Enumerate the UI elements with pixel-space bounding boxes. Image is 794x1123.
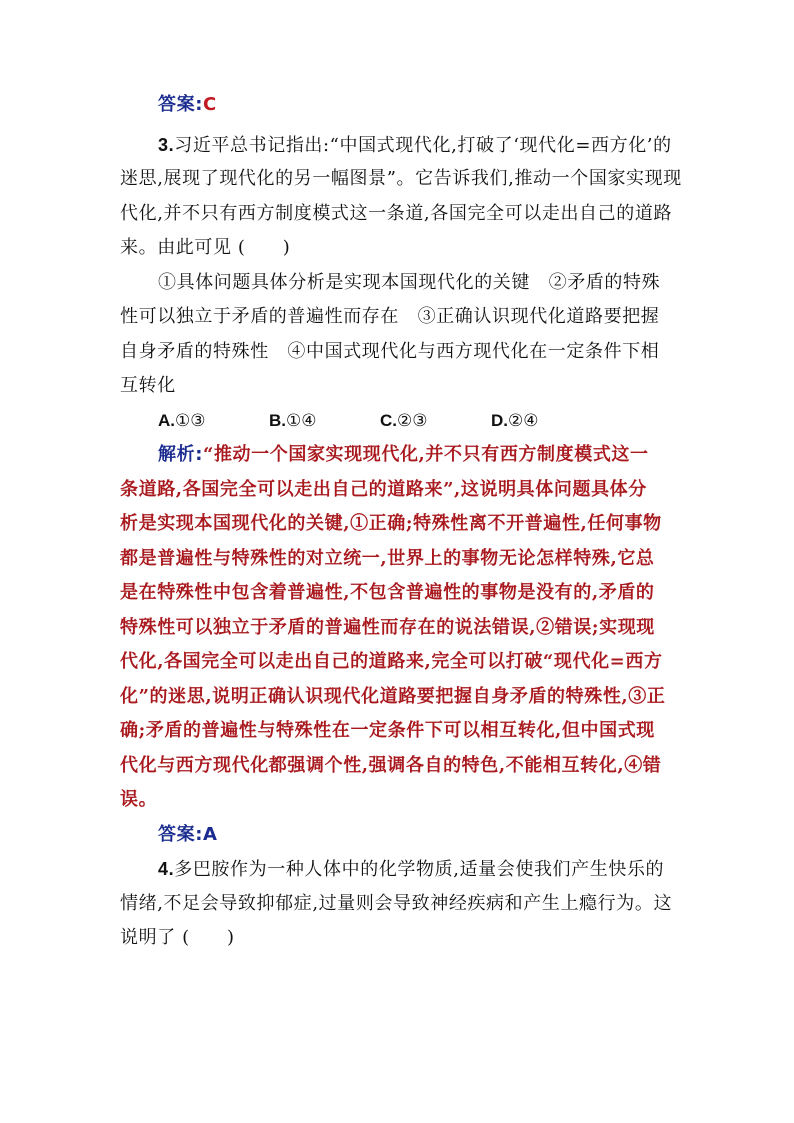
statement-line-4: 互转化 [120,375,176,396]
option-c[interactable]: C.②③ [380,410,428,431]
question-text: 多巴胺作为一种人体中的化学物质,适量会使我们产生快乐的 [174,859,665,880]
question-4-line-3: 说明了 ( ) [120,927,235,948]
answer-value: C [203,94,217,115]
answer-value: A [203,823,218,845]
question-3-line-2: 迷思,展现了现代化的另一幅图景”。它告诉我们,推动一个国家实现现 [120,168,682,189]
question-3 [120,128,682,439]
answer-label: 答案: [158,823,203,845]
option-b[interactable]: B.①④ [269,410,317,431]
question-3-line-3: 代化,并不只有西方制度模式这一条道,各国完全可以走出自己的道路 [120,202,673,224]
analysis-line-3: 析是实现本国现代化的关键,①正确;特殊性离不开普遍性,任何事物 [120,513,662,534]
answer-line-1 [120,88,676,123]
question-4-line-1 [120,852,676,887]
question-4-line-2: 情绪,不足会导致抑郁症,过量则会导致神经疾病和产生上瘾行为。这 [120,892,673,914]
analysis-label: 解析: [158,444,203,465]
question-3-line-4: 来。由此可见 ( ) [120,237,291,258]
statement-line-1: ①具体问题具体分析是实现本国现代化的关键 ②矛盾的特殊 [158,271,661,293]
analysis-line-11: 误。 [120,789,158,810]
question-number: 4. [158,859,175,879]
analysis-block [120,438,676,818]
answer-options [120,404,676,439]
analysis-text: “推动一个国家实现现代化,并不只有西方制度模式这一 [203,444,649,465]
answer-label: 答案: [158,94,203,115]
option-d[interactable]: D.②④ [491,410,539,431]
analysis-line-8: 化”的迷思,说明正确认识现代化道路要把握自身矛盾的特殊性,③正 [120,685,666,707]
question-text: 习近平总书记指出:“中国式现代化,打破了‘现代化=西方化’的 [174,134,672,156]
answer-line-2 [120,818,676,853]
statement-line-3: 自身矛盾的特殊性 ④中国式现代化与西方现代化在一定条件下相 [120,340,660,362]
question-number: 3. [158,134,175,155]
document-content [120,88,682,956]
analysis-line-10: 代化与西方现代化都强调个性,强调各自的特色,不能相互转化,④错 [120,754,662,776]
analysis-line-9: 确;矛盾的普遍性与特殊性在一定条件下可以相互转化,但中国式现 [120,720,655,741]
analysis-line-4: 都是普遍性与特殊性的对立统一,世界上的事物无论怎样特殊,它总 [120,547,655,569]
analysis-line-7: 代化,各国完全可以走出自己的道路来,完全可以打破“现代化=西方 [120,651,663,672]
question-3-line-1 [120,128,676,163]
analysis-line-1 [120,438,676,473]
analysis-line-5: 是在特殊性中包含着普遍性,不包含普遍性的事物是没有的,矛盾的 [120,582,655,603]
question-4 [120,852,676,956]
statement-line-2: 性可以独立于矛盾的普遍性而存在 ③正确认识现代化道路要把握 [120,306,660,327]
analysis-line-6: 特殊性可以独立于矛盾的普遍性而存在的说法错误,②错误;实现现 [120,616,655,638]
analysis-line-2: 条道路,各国完全可以走出自己的道路来”,这说明具体问题具体分 [120,478,647,500]
option-a[interactable]: A.①③ [158,410,206,431]
